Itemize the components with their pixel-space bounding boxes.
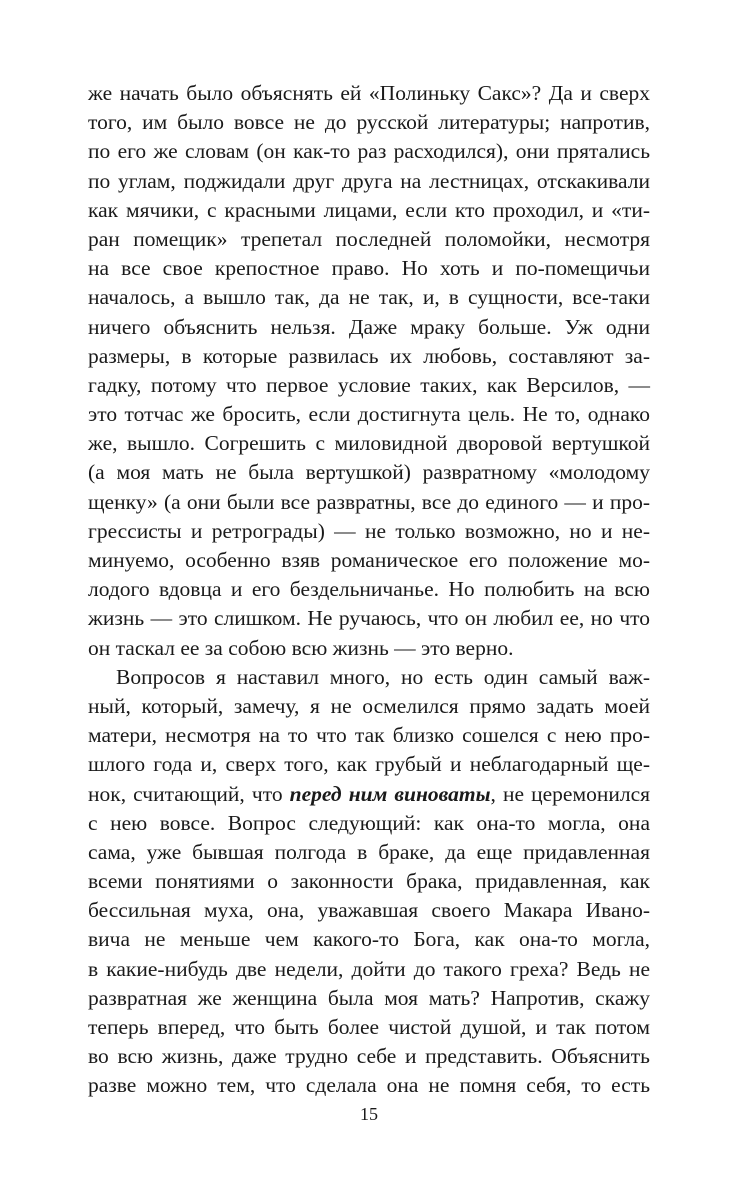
text-line: теперь вперед, что быть более чистой душой, и так потом [88,1015,650,1039]
text-line: во всю жизнь, даже трудно себе и представить. Объяснить [88,1044,650,1069]
text-line: жизнь — это слишком. Не ручаюсь, что он любил ее, но что [88,606,650,631]
text-run: нок, считающий, что [88,781,290,806]
emphasized-phrase: перед ним виноваты [289,781,491,806]
text-line: как мячики, с красными лицами, если кто проходил, и «ти- [88,197,650,222]
text-line: шлого года и, сверх того, как грубый и неблагодарный щe- [88,752,650,777]
text-line: в какие-нибудь две недели, дойти до такого греха? Ведь не [88,956,650,981]
text-line: ничего объяснить нельзя. Даже мраку больше. Уж одни [88,314,650,339]
text-line: на все свое крепостное право. Но хоть и по-помещичьи [88,256,650,281]
text-line: всеми понятиями о законности брака, придавленная, как [88,869,650,894]
text-line: размеры, в которые развилась их любовь, составляют за- [88,343,650,368]
text-line: по углам, поджидали друг друга на лестницах, отскакивали [88,168,650,193]
text-line: развратная же женщина была моя мать? Напротив, скажу [88,985,650,1010]
text-line: гадку, потому что первое условие таких, как Версилов, — [88,372,650,397]
text-line: щенку» (а они были все развратны, все до единого — и про- [88,489,650,514]
text-line: ный, который, замечу, я не осмелился прямо задать моей [88,693,650,718]
text-line: грессисты и ретрограды) — не только возможно, но и не- [88,518,650,543]
text-line: лодого вдовца и его бездельничанье. Но полюбить на всю [88,577,650,602]
text-line: (а моя мать не была вертушкой) развратному «молодому [88,460,650,485]
text-line: матери, несмотря на то что так близко сошелся с нею про- [88,723,650,748]
text-line: ран помещик» трепетал последней поломойки, несмотря [88,226,650,251]
body-text [88,79,650,1101]
text-line: сама, уже бывшая полгода в браке, да еще придавленная [88,839,650,864]
paragraph-1 [88,79,650,663]
text-line: началось, а вышло так, да не так, и, в сущности, все-таки [88,285,650,310]
text-line: минуемо, особенно взяв романическое его положение мо- [88,548,650,572]
text-run: , не церемонился [490,781,650,806]
text-line: бессильная муха, она, уважавшая своего Макара Ивано- [88,898,650,923]
text-line: он таскал ее за собою всю жизнь — это верно. [88,635,514,660]
text-line: Вопросов я наставил много, но есть один самый важ- [116,664,650,689]
text-line: же, вышло. Согрешить с миловидной дворовой вертушкой [88,431,650,456]
text-line-with-emphasis [88,780,650,809]
text-line: по его же словам (он как-то раз расходился), они прятались [88,139,650,164]
text-line: это тотчас же бросить, если достигнута цель. Не то, однако [88,402,650,427]
text-line: вича не меньше чем какого-то Бога, как она-то могла, [88,927,650,952]
text-line: с нею вовсе. Вопрос следующий: как она-то могла, она [88,810,650,835]
paragraph-2 [88,663,650,1101]
text-line: того, им было вовсе не до русской литературы; напротив, [88,110,650,135]
text-line: разве можно тем, что сделала она не помня себя, то есть [88,1073,650,1098]
text-line: же начать было объяснять ей «Полиньку Сакс»? Да и сверх [88,81,650,105]
page-number: 15 [360,1104,378,1124]
